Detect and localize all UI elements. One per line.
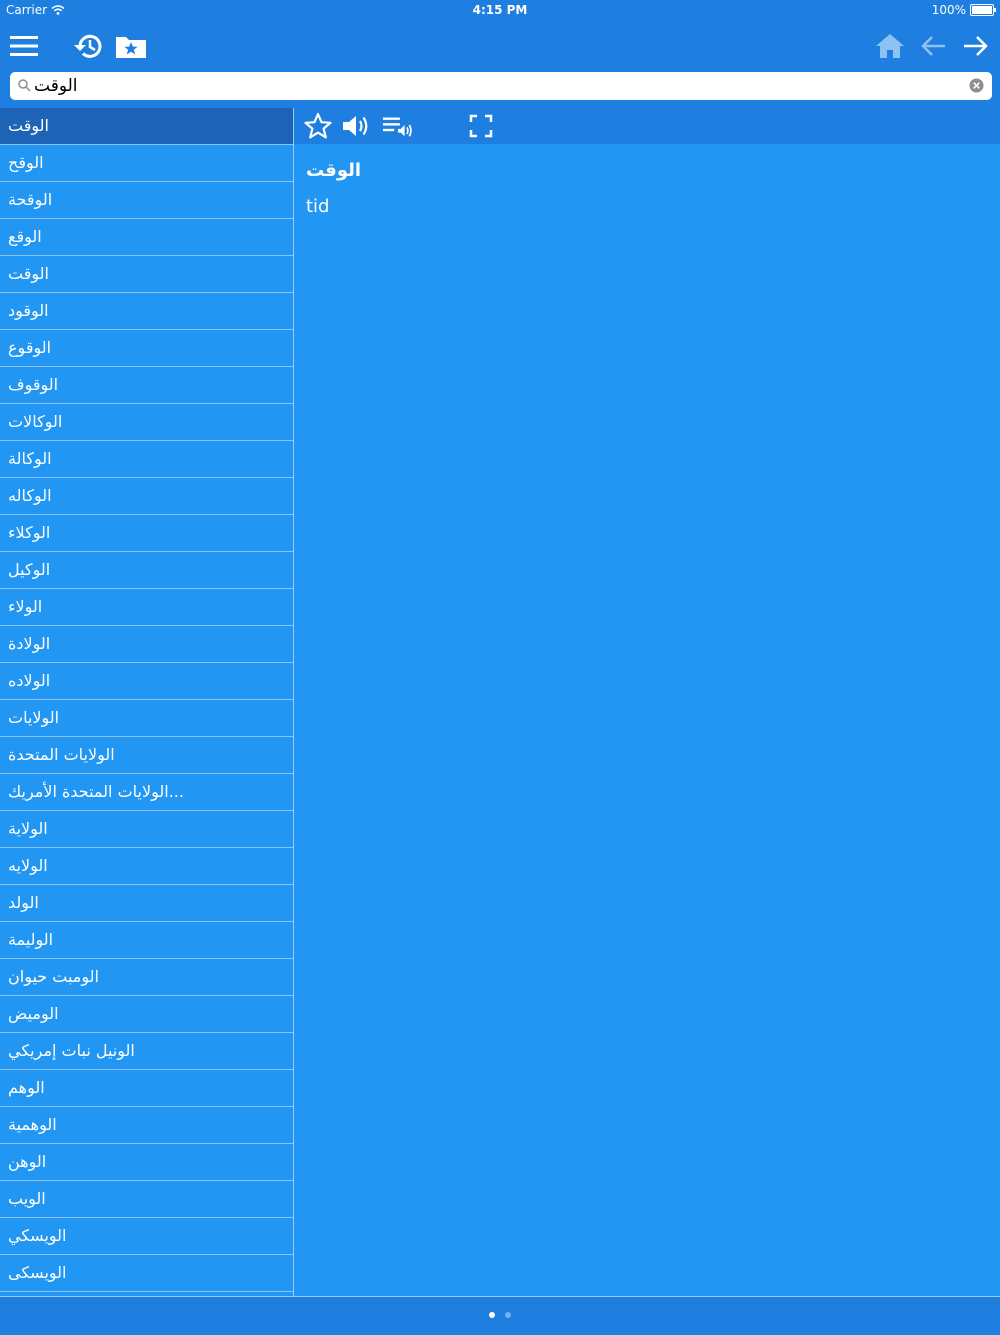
word-list-item[interactable]: الولاده <box>0 663 293 700</box>
battery-percent: 100% <box>931 3 966 17</box>
word-list-item[interactable]: الوهن <box>0 1144 293 1181</box>
word-list-item[interactable]: الوقود <box>0 293 293 330</box>
top-toolbar <box>0 22 1000 70</box>
menu-button[interactable] <box>6 28 42 64</box>
word-list-item[interactable]: الوهم <box>0 1070 293 1107</box>
search-box <box>10 72 992 100</box>
word-list-item[interactable]: الويسكي <box>0 1218 293 1255</box>
star-outline-icon <box>304 112 332 140</box>
battery-icon <box>970 4 994 16</box>
word-list-item[interactable]: الوليمة <box>0 922 293 959</box>
carrier-label: Carrier <box>6 3 48 17</box>
status-bar <box>0 0 1000 22</box>
word-list-item[interactable]: الولايات المتحدة <box>0 737 293 774</box>
page-dot[interactable] <box>489 1312 495 1318</box>
forward-button[interactable] <box>958 28 994 64</box>
speak-button[interactable] <box>340 111 372 141</box>
word-list-item[interactable]: الولاء <box>0 589 293 626</box>
clear-search-icon[interactable] <box>969 78 984 93</box>
word-list-item[interactable]: الوقحة <box>0 182 293 219</box>
detail-panel <box>294 144 1000 1296</box>
search-icon <box>18 79 31 92</box>
word-list-item[interactable]: الونيل نبات إمريكي <box>0 1033 293 1070</box>
word-list-item[interactable]: الوميض <box>0 996 293 1033</box>
arrow-left-icon <box>920 35 946 57</box>
fullscreen-button[interactable] <box>465 111 497 141</box>
word-list-item[interactable]: الوقت <box>0 108 293 145</box>
word-list-item[interactable]: الوكلاء <box>0 515 293 552</box>
word-list <box>0 108 294 1296</box>
favorites-button[interactable] <box>113 28 149 64</box>
word-list-item[interactable]: الولاية <box>0 811 293 848</box>
playlist-speak-button[interactable] <box>382 111 414 141</box>
detail-toolbar <box>294 108 1000 144</box>
fullscreen-icon <box>469 114 493 138</box>
word-list-item[interactable]: الوكيل <box>0 552 293 589</box>
detail-translation: tid <box>306 196 330 217</box>
word-list-item[interactable]: الومبت حيوان <box>0 959 293 996</box>
search-bar <box>0 70 1000 108</box>
word-list-item[interactable]: الويسكى <box>0 1255 293 1292</box>
detail-word: الوقت <box>306 160 362 181</box>
history-button[interactable] <box>70 28 106 64</box>
word-list-item[interactable]: الوقت <box>0 256 293 293</box>
word-list-item[interactable]: الوكالات <box>0 404 293 441</box>
word-list-item[interactable]: الولادة <box>0 626 293 663</box>
history-icon <box>72 32 104 60</box>
page-dot[interactable] <box>505 1312 511 1318</box>
word-list-item[interactable]: الولايات المتحدة الأمريك... <box>0 774 293 811</box>
home-button[interactable] <box>872 28 908 64</box>
favorite-button[interactable] <box>302 111 334 141</box>
arrow-right-icon <box>963 35 989 57</box>
page-indicator[interactable] <box>0 1312 1000 1318</box>
playlist-audio-icon <box>382 113 414 139</box>
word-list-item[interactable]: الوكاله <box>0 478 293 515</box>
word-list-item[interactable]: الولايات <box>0 700 293 737</box>
word-list-item[interactable]: الويب <box>0 1181 293 1218</box>
word-list-item[interactable]: الوقوف <box>0 367 293 404</box>
word-list-item[interactable]: الوهمية <box>0 1107 293 1144</box>
hamburger-icon <box>10 35 38 57</box>
search-input[interactable] <box>34 74 954 98</box>
status-time: 4:15 PM <box>472 3 528 17</box>
bottom-bar <box>0 1296 1000 1335</box>
word-list-item[interactable]: الوكالة <box>0 441 293 478</box>
speaker-icon <box>341 113 371 139</box>
home-icon <box>875 33 905 59</box>
word-list-item[interactable]: الوقوع <box>0 330 293 367</box>
star-folder-icon <box>115 33 147 59</box>
word-list-item[interactable]: الوقع <box>0 219 293 256</box>
word-list-item[interactable]: الولايه <box>0 848 293 885</box>
word-list-item[interactable]: الوقح <box>0 145 293 182</box>
word-list-item[interactable]: الولد <box>0 885 293 922</box>
back-button[interactable] <box>915 28 951 64</box>
